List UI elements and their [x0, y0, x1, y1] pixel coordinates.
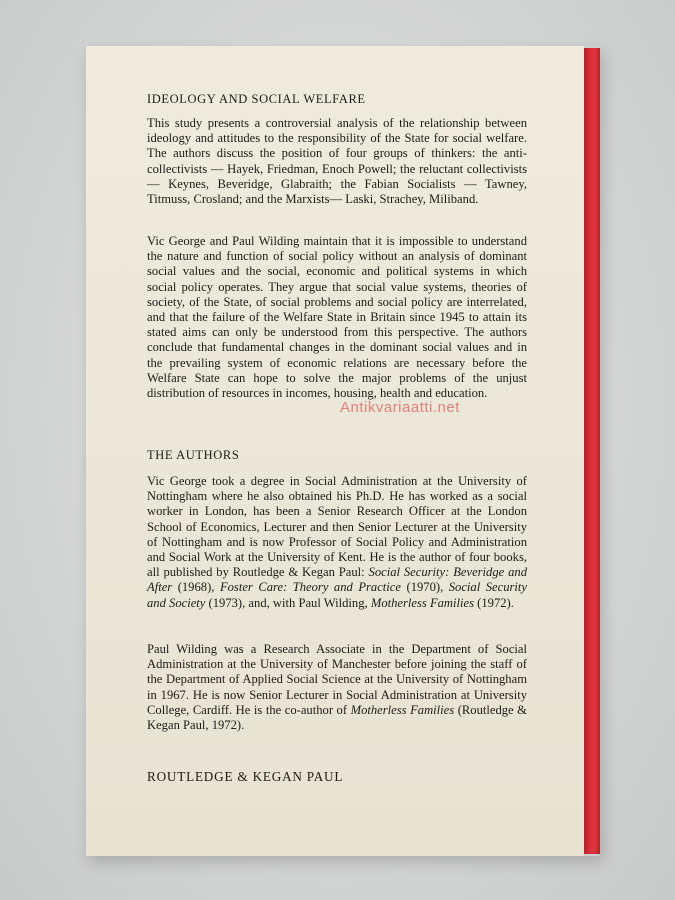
book-title-italic: Motherless Families	[350, 702, 455, 717]
book-title-italic: Social Security: Beveridge and After	[147, 565, 527, 595]
cover-paper	[86, 46, 584, 856]
book-title-italic: Social Security and Society	[147, 580, 527, 610]
book-title-heading: IDEOLOGY AND SOCIAL WELFARE	[147, 92, 366, 106]
authors-heading: THE AUTHORS	[147, 448, 240, 462]
bio-text: (1968),	[172, 580, 220, 595]
bio-text: (1970),	[401, 580, 449, 595]
book-back-cover	[86, 46, 600, 856]
bio-text: Paul Wilding was a Research Associate in the Department of Social Administration at the University of Manchester before joining the staff of the Department of Applied Social Science at the University of Nottingham in 1967. He is now Senior Lecturer in Social Administration at University College, Cardiff. He is the co-author of	[147, 642, 527, 717]
watermark-text: Antikvariaatti.net	[340, 399, 460, 416]
book-title-italic: Foster Care: Theory and Practice	[219, 580, 401, 595]
description-paragraph-2: Vic George and Paul Wilding maintain that it is impossible to understand the nature and function of social policy without an analysis of dominant social values and the social, economic and political systems in which social policy operates. They argue that social value systems, theories of society, of the State, of social problems and social policy are interrelated, and that the failure of the Welfare State in Britain since 1945 to attain its stated aims can only be understood from this perspective. The authors conclude that fundamental changes in the dominant social values and in the prevailing system of economic relations are necessary before the Welfare State can hope to solve the major problems of the unjust distribution of resources in incomes, housing, health and education.	[147, 234, 527, 401]
bio-text: (Routledge & Kegan Paul, 1972).	[147, 702, 527, 733]
author-bio-vic-george	[147, 474, 527, 611]
description-paragraph-1: This study presents a controversial analysis of the relationship between ideology and attitudes to the responsibility of the State for social welfare. The authors discuss the position of four groups of thinkers: the anti-collectivists — Hayek, Friedman, Enoch Powell; the reluctant collectivists — Keynes, Beveridge, Glabraith; the Fabian Socialists — Tawney, Titmuss, Crosland; and the Marxists— Laski, Strachey, Miliband.	[147, 116, 527, 207]
author-bio-paul-wilding	[147, 642, 527, 733]
book-title-italic: Motherless Families	[370, 595, 475, 610]
bio-text: (1972).	[474, 595, 514, 610]
red-spine-edge	[584, 48, 600, 854]
publisher-name: ROUTLEDGE & KEGAN PAUL	[147, 769, 344, 784]
bio-text: (1973), and, with Paul Wilding,	[205, 595, 371, 610]
bio-text: Vic George took a degree in Social Administration at the University of Nottingham where he also obtained his Ph.D. He has worked as a social worker in London, has been a Senior Research Officer at the London School of Economics, Lecturer and then Senior Lecturer at the University of Nottingham and is now Professor of Social Policy and Administration and Social Work at the University of Kent. He is the author of four books, all published by Routledge & Kegan Paul:	[147, 474, 527, 580]
